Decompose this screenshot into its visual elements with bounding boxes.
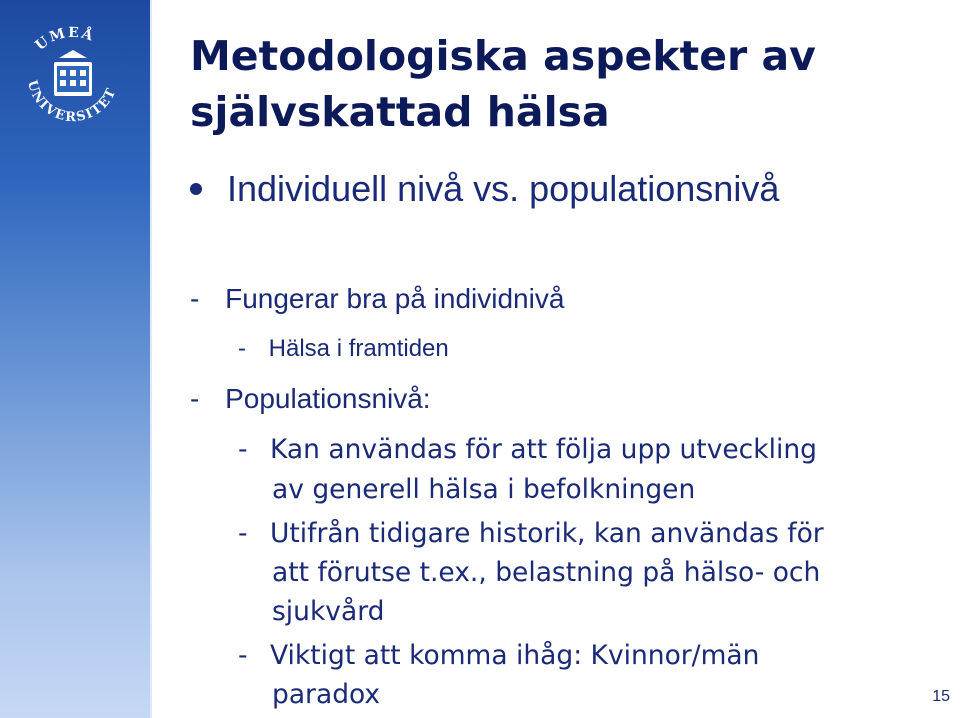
title-line-2: självskattad hälsa (190, 88, 610, 136)
list-item-text: Populationsnivå: (225, 383, 431, 414)
list-item-text: Hälsa i framtiden (268, 335, 449, 362)
list-item-text: Kan användas för att följa upp utveckling (270, 434, 817, 465)
sidebar-band (0, 0, 150, 718)
main-bullet (190, 168, 779, 210)
list-item (238, 514, 824, 554)
list-item-text: Viktigt att komma ihåg: Kvinnor/män (270, 640, 760, 671)
bullet-dot-icon (190, 183, 202, 195)
page-number: 15 (932, 688, 950, 705)
list-item-continuation: att förutse t.ex., belastning på hälso- och (272, 557, 821, 588)
dash-marker: - (238, 640, 248, 671)
list-item (190, 382, 431, 416)
main-bullet-text: Individuell nivå vs. populationsnivå (227, 168, 780, 209)
svg-text:UMEÅ: UMEÅ (32, 24, 97, 54)
title-line-1: Metodologiska aspekter av (190, 32, 816, 80)
svg-text:UNIVERSITET: UNIVERSITET (24, 78, 120, 126)
list-item-continuation: paradox (272, 679, 381, 710)
list-item (238, 430, 817, 470)
sidebar-edge (150, 0, 152, 718)
list-item-text: Utifrån tidigare historik, kan användas för (270, 518, 824, 549)
dash-marker: - (190, 283, 200, 314)
list-item-continuation: sjukvård (272, 596, 385, 627)
list-item (238, 636, 759, 676)
dash-marker: - (238, 518, 248, 549)
list-item (190, 282, 564, 316)
umea-university-seal-logo (14, 20, 132, 138)
list-item-continuation: av generell hälsa i befolkningen (272, 474, 696, 505)
dash-marker: - (238, 434, 248, 465)
list-item-text: Fungerar bra på individnivå (225, 283, 565, 314)
list-item (238, 332, 449, 366)
slide-title (190, 28, 930, 140)
dash-marker: - (238, 335, 246, 362)
dash-marker: - (190, 383, 200, 414)
